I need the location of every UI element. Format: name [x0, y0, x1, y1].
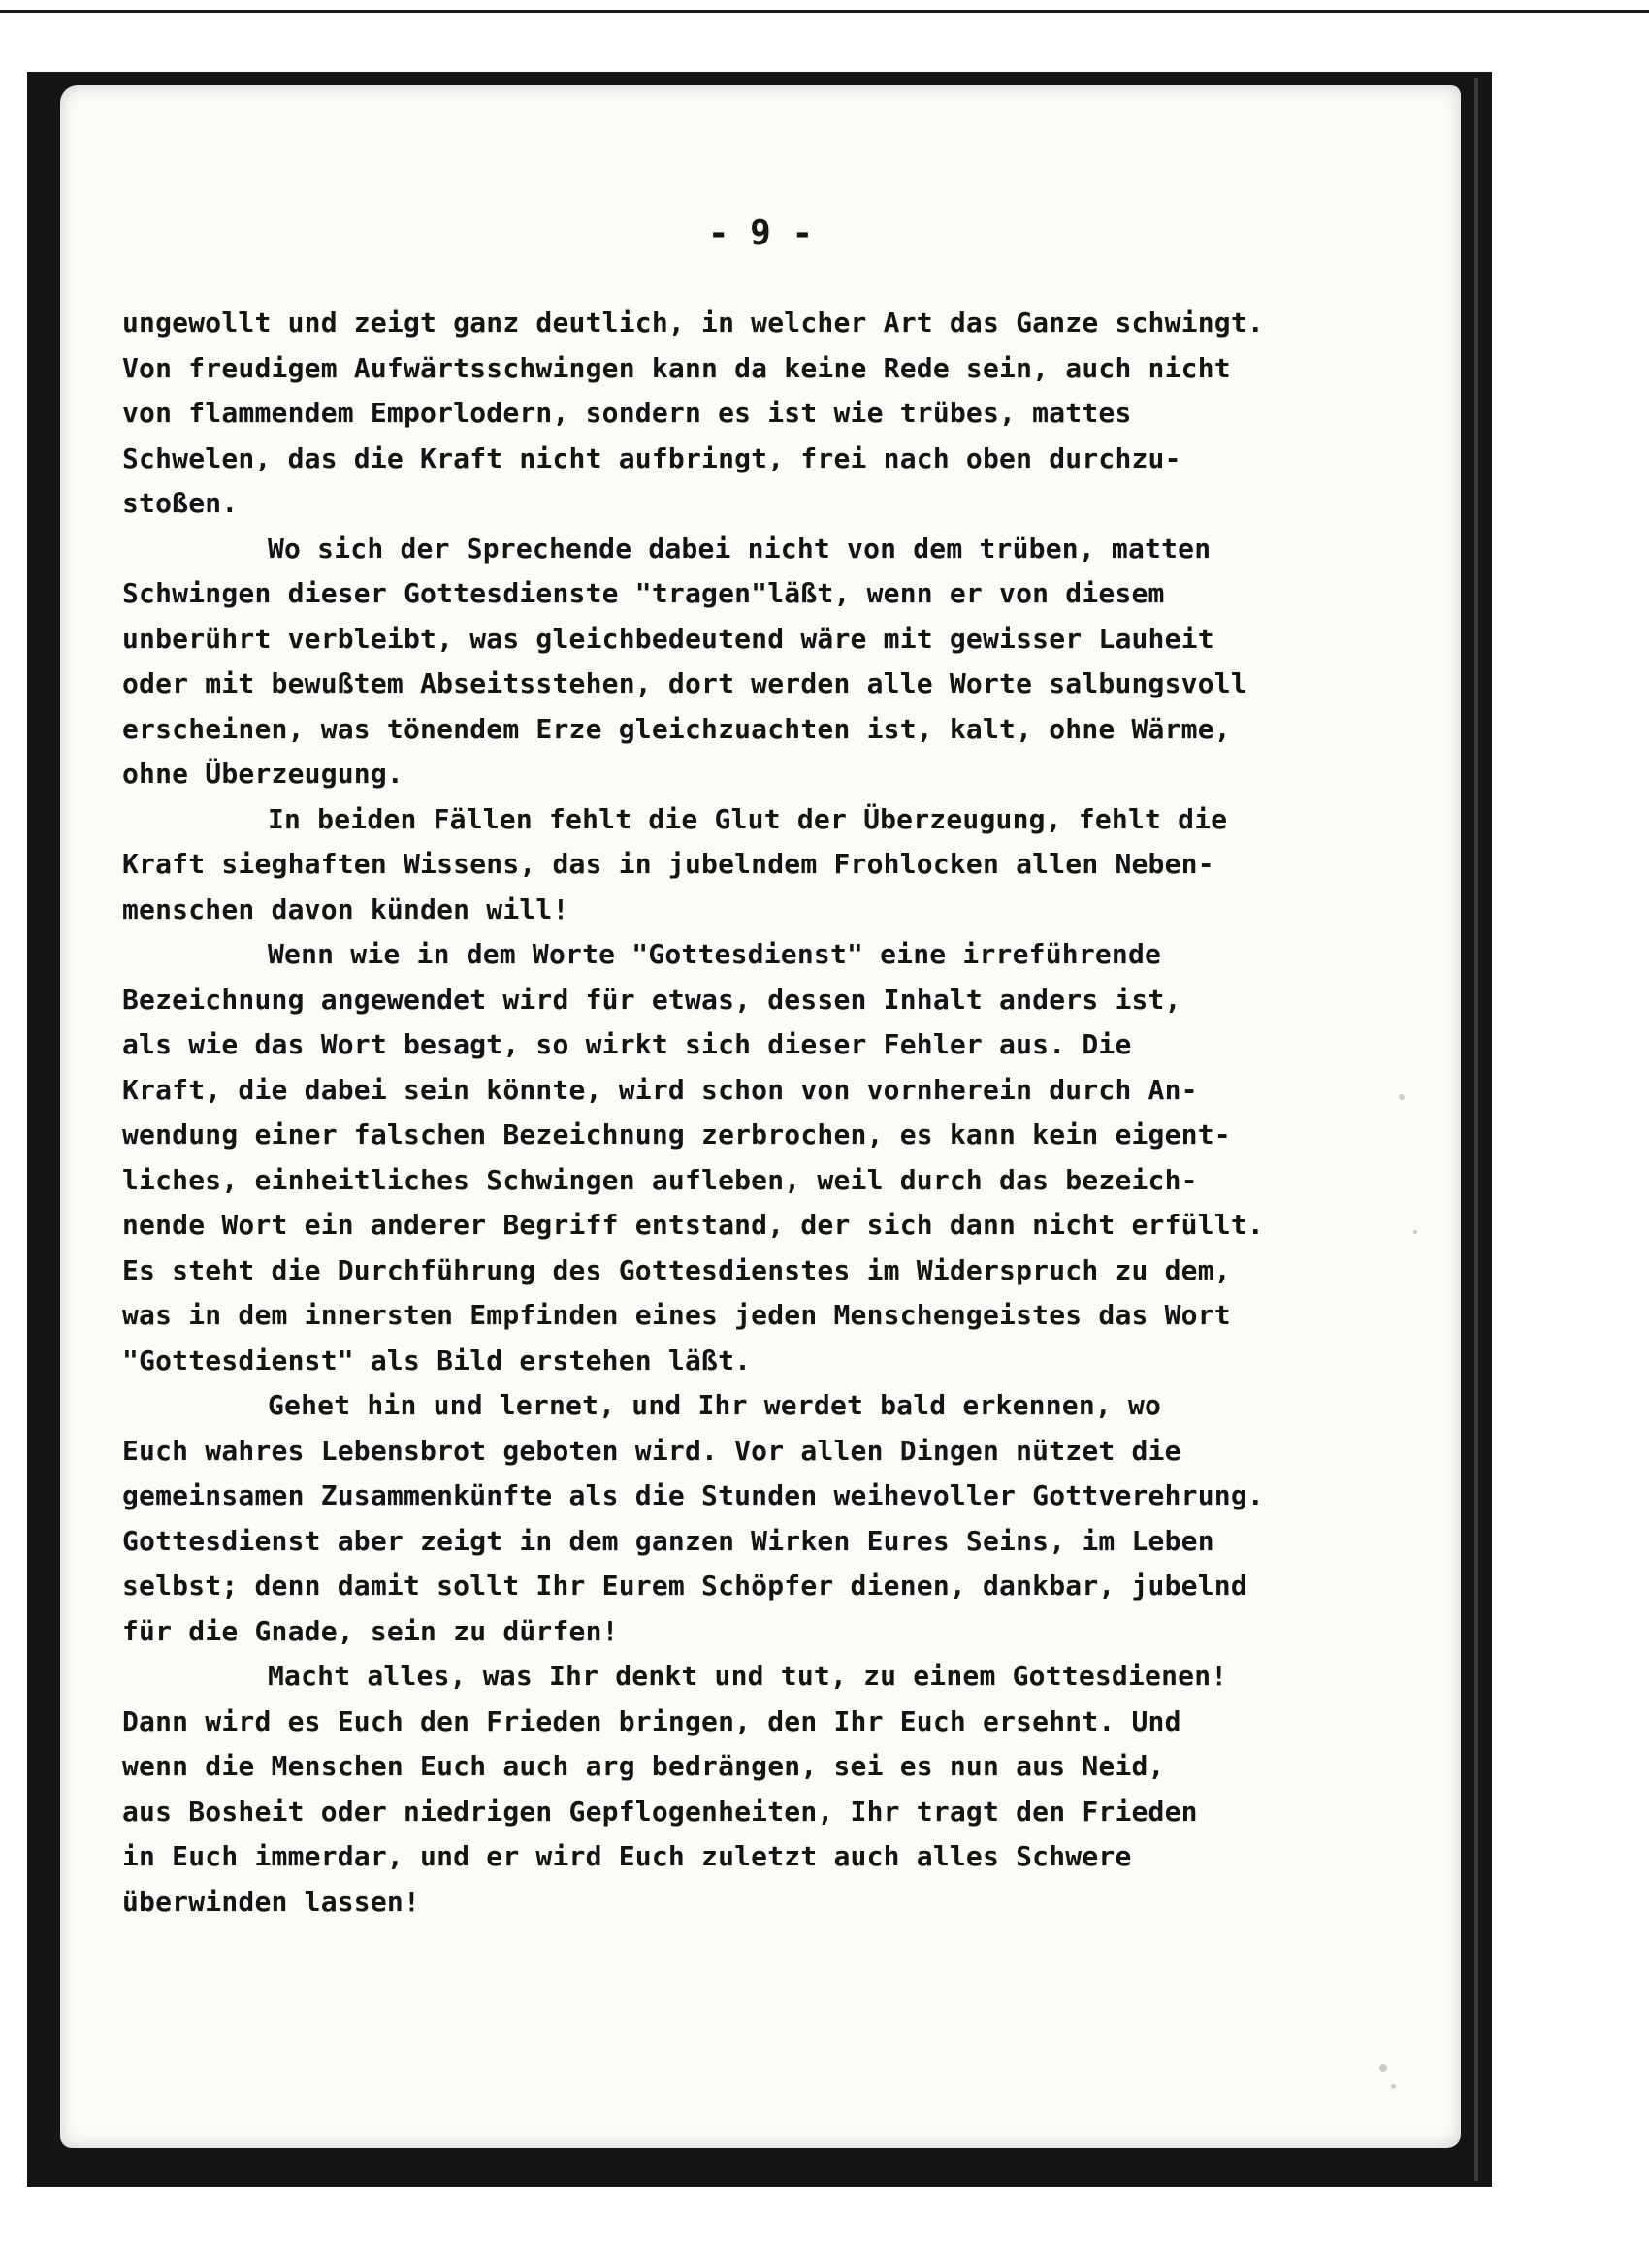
- scan-top-rule: [0, 10, 1649, 13]
- text-line: Schwelen, das die Kraft nicht aufbringt, frei nach oben durchzu-: [122, 441, 1181, 474]
- text-line: menschen davon künden will!: [122, 892, 569, 925]
- text-line: Gehet hin und lernet, und Ihr werdet bald erkennen, wo: [268, 1389, 1162, 1421]
- scan-speckle: [1391, 2084, 1396, 2089]
- text-line: Es steht die Durchführung des Gottesdienstes im Widerspruch zu dem,: [122, 1253, 1231, 1286]
- text-line: stoßen.: [122, 487, 239, 519]
- text-line: Kraft, die dabei sein könnte, wird schon von vornherein durch An-: [122, 1073, 1198, 1106]
- text-line: von flammendem Emporlodern, sondern es ist wie trübes, mattes: [122, 397, 1132, 429]
- scan-speckle: [1413, 1230, 1417, 1234]
- text-line: Macht alles, was Ihr denkt und tut, zu einem Gottesdienen!: [268, 1660, 1228, 1692]
- text-line: Gottesdienst aber zeigt in dem ganzen Wirken Eures Seins, im Leben: [122, 1524, 1214, 1557]
- scan-speckle: [1379, 2064, 1387, 2072]
- text-line: aus Bosheit oder niedrigen Gepflogenheiten, Ihr tragt den Frieden: [122, 1795, 1198, 1828]
- text-line: erscheinen, was tönendem Erze gleichzuachten ist, kalt, ohne Wärme,: [122, 712, 1231, 745]
- text-line: ungewollt und zeigt ganz deutlich, in welcher Art das Ganze schwingt.: [122, 307, 1264, 339]
- text-line: "Gottesdienst" als Bild erstehen läßt.: [122, 1344, 752, 1377]
- text-line: nende Wort ein anderer Begriff entstand, der sich dann nicht erfüllt.: [122, 1209, 1264, 1241]
- text-line: Dann wird es Euch den Frieden bringen, den Ihr Euch ersehnt. Und: [122, 1704, 1181, 1737]
- text-line: was in dem innersten Empfinden eines jeden Menschengeistes das Wort: [122, 1299, 1231, 1331]
- page-number: - 9 -: [707, 213, 814, 253]
- text-line: selbst; denn damit sollt Ihr Eurem Schöpfer dienen, dankbar, jubelnd: [122, 1570, 1247, 1602]
- text-line: Kraft sieghaften Wissens, das in jubelndem Frohlocken allen Neben-: [122, 848, 1214, 880]
- text-line: Euch wahres Lebensbrot geboten wird. Vor allen Dingen nützet die: [122, 1434, 1181, 1467]
- text-line: unberührt verbleibt, was gleichbedeutend wäre mit gewisser Lauheit: [122, 622, 1214, 655]
- typewritten-page: [60, 85, 1461, 2148]
- scan-speckle: [1399, 1094, 1405, 1100]
- text-line: Schwingen dieser Gottesdienste "tragen"läßt, wenn er von diesem: [122, 577, 1165, 609]
- text-line: In beiden Fällen fehlt die Glut der Überzeugung, fehlt die: [268, 802, 1228, 835]
- text-line: liches, einheitliches Schwingen aufleben, weil durch das bezeich-: [122, 1163, 1198, 1196]
- text-line: oder mit bewußtem Abseitsstehen, dort werden alle Worte salbungsvoll: [122, 667, 1247, 699]
- text-line: Wo sich der Sprechende dabei nicht von dem trüben, matten: [268, 532, 1212, 565]
- text-line: in Euch immerdar, und er wird Euch zuletzt auch alles Schwere: [122, 1840, 1132, 1872]
- text-line: für die Gnade, sein zu dürfen!: [122, 1614, 619, 1647]
- body-text: [122, 301, 1480, 1925]
- text-line: als wie das Wort besagt, so wirkt sich dieser Fehler aus. Die: [122, 1028, 1132, 1060]
- text-line: Bezeichnung angewendet wird für etwas, dessen Inhalt anders ist,: [122, 983, 1181, 1016]
- text-line: Wenn wie in dem Worte "Gottesdienst" eine irreführende: [268, 938, 1162, 970]
- text-line: ohne Überzeugung.: [122, 758, 404, 790]
- text-line: gemeinsamen Zusammenkünfte als die Stunden weihevoller Gottverehrung.: [122, 1479, 1264, 1511]
- text-line: wendung einer falschen Bezeichnung zerbrochen, es kann kein eigent-: [122, 1118, 1231, 1150]
- text-line: wenn die Menschen Euch auch arg bedrängen, sei es nun aus Neid,: [122, 1750, 1165, 1782]
- text-line: Von freudigem Aufwärtsschwingen kann da keine Rede sein, auch nicht: [122, 351, 1231, 384]
- text-line: überwinden lassen!: [122, 1885, 421, 1918]
